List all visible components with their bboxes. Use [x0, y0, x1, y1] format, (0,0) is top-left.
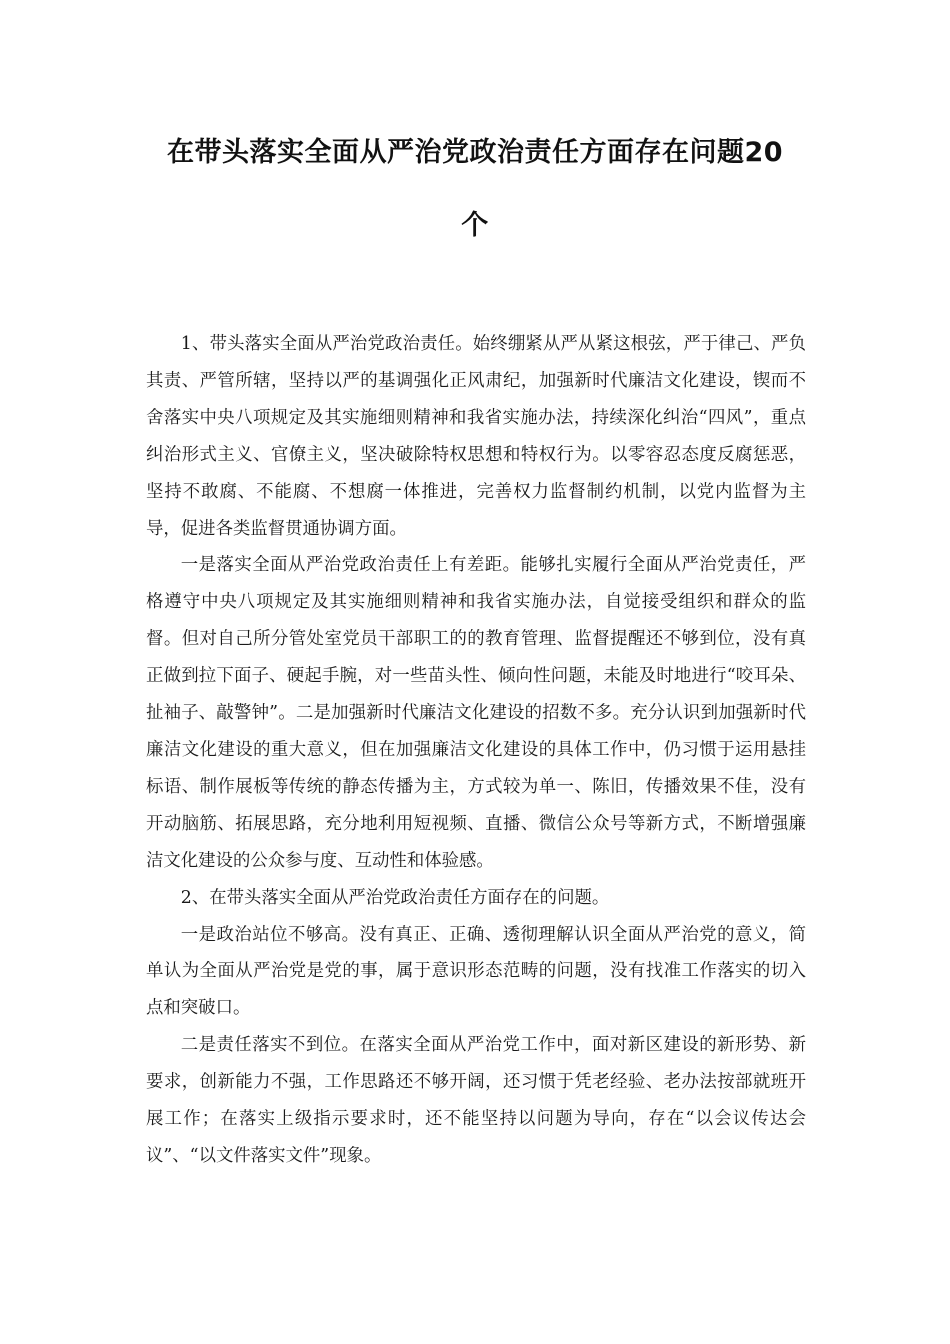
document-title-line-1: 在带头落实全面从严治党政治责任方面存在问题20: [166, 137, 784, 168]
document-title-line-2: 个: [461, 210, 489, 241]
paragraph-4: 一是政治站位不够高。没有真正、正确、透彻理解认识全面从严治党的意义，简单认为全面从严治党是党的事，属于意识形态范畴的问题，没有找准工作落实的切入点和突破口。: [146, 924, 806, 1019]
paragraph-3: 2、在带头落实全面从严治党政治责任方面存在的问题。: [180, 887, 610, 908]
document-body: [146, 326, 806, 1175]
paragraph-5: 二是责任落实不到位。在落实全面从严治党工作中，面对新区建设的新形势、新要求，创新能力不强，工作思路还不够开阔，还习惯于凭老经验、老办法按部就班开展工作；在落实上级指示要求时，还不能坚持以问题为导向，存在“以会议传达会议”、“以文件落实文件”现象。: [146, 1035, 806, 1166]
paragraph-2: 一是落实全面从严治党政治责任上有差距。能够扎实履行全面从严治党责任，严格遵守中央八项规定及其实施细则精神和我省实施办法，自觉接受组织和群众的监督。但对自己所分管处室党员干部职工的的教育管理、监督提醒还不够到位，没有真正做到拉下面子、硬起手腕，对一些苗头性、倾向性问题，未能及时地进行“咬耳朵、扯袖子、敲警钟”。二是加强新时代廉洁文化建设的招数不多。充分认识到加强新时代廉洁文化建设的重大意义，但在加强廉洁文化建设的具体工作中，仍习惯于运用悬挂标语、制作展板等传统的静态传播为主，方式较为单一、陈旧，传播效果不佳，没有开动脑筋、拓展思路，充分地利用短视频、直播、微信公众号等新方式，不断增强廉洁文化建设的公众参与度、互动性和体验感。: [146, 555, 806, 871]
paragraph-1: 1、带头落实全面从严治党政治责任。始终绷紧从严从紧这根弦，严于律己、严负其责、严管所辖，坚持以严的基调强化正风肃纪，加强新时代廉洁文化建设，锲而不舍落实中央八项规定及其实施细则精神和我省实施办法，持续深化纠治“四风”，重点纠治形式主义、官僚主义，坚决破除特权思想和特权行为。以零容忍态度反腐惩恶，坚持不敢腐、不能腐、不想腐一体推进，完善权力监督制约机制，以党内监督为主导，促进各类监督贯通协调方面。: [146, 334, 806, 539]
